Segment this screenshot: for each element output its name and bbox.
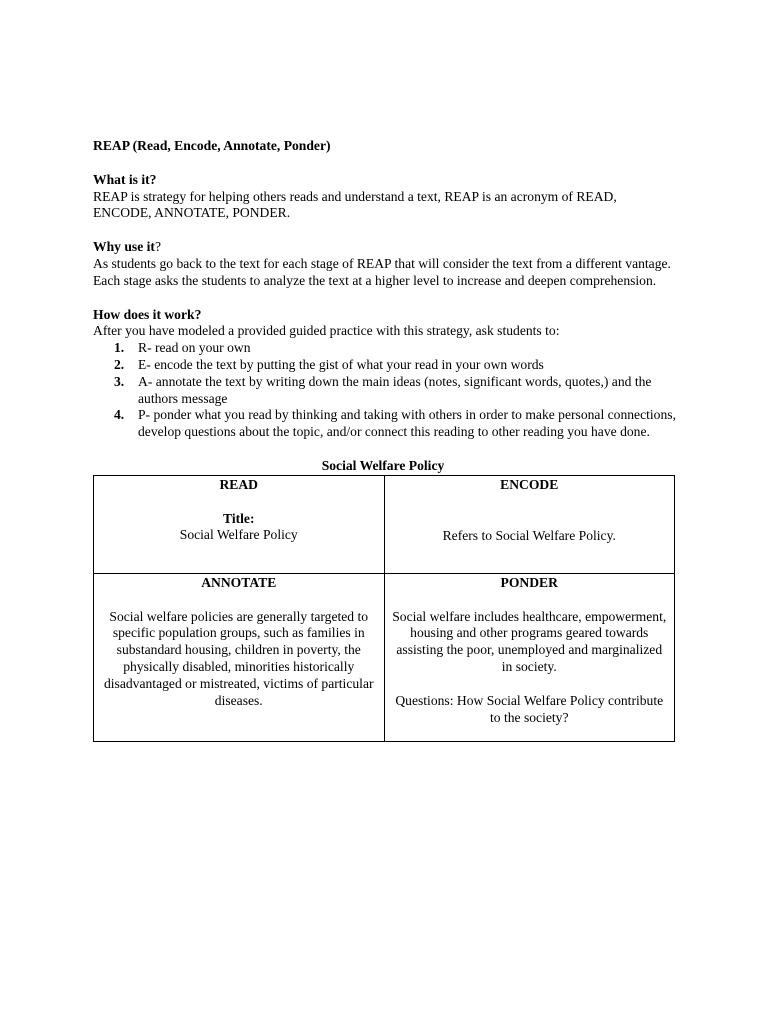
step-text: P- ponder what you read by thinking and taking with others in order to make personal connections, develop questions about the topic, and/or connect this reading to other reading you have done. [138, 407, 676, 440]
encode-body: Refers to Social Welfare Policy. [442, 527, 616, 543]
step-number: 1. [114, 340, 125, 356]
how-intro: After you have modeled a provided guided practice with this strategy, ask students to: [93, 323, 560, 339]
step-number: 4. [114, 407, 125, 423]
why-heading [93, 239, 677, 256]
step-number: 3. [114, 373, 125, 389]
ponder-questions: Questions: How Social Welfare Policy contribute to the society? [395, 692, 664, 725]
annotate-heading: ANNOTATE [201, 574, 277, 590]
table-row [94, 573, 675, 741]
read-heading: READ [219, 476, 259, 492]
encode-heading: ENCODE [500, 476, 559, 492]
ponder-body: Social welfare includes healthcare, empowerment, housing and other programs geared towards assisting the poor, unemployed and marginalized in society. [392, 608, 667, 674]
annotate-body: Social welfare policies are generally targeted to specific population groups, such as families in substandard housing, children in poverty, the physically disabled, minorities historically disadvantaged or mistreated, victims of particular diseases. [103, 608, 374, 708]
reap-table [93, 475, 675, 742]
step-text: E- encode the text by putting the gist of what your read in your own words [138, 356, 544, 372]
step-item [114, 407, 677, 441]
step-item [114, 340, 677, 357]
why-heading-bold: Why use it [93, 239, 155, 255]
steps-list [93, 340, 677, 441]
read-cell [94, 475, 385, 573]
what-heading: What is it? [93, 171, 157, 187]
table-row [94, 475, 675, 573]
ponder-heading: PONDER [500, 574, 558, 590]
annotate-cell [94, 573, 385, 741]
read-title-value: Social Welfare Policy [179, 527, 298, 543]
encode-cell [384, 475, 675, 573]
how-heading: How does it work? [93, 306, 202, 322]
step-item [114, 356, 677, 374]
how-section [93, 307, 677, 441]
document-page [93, 138, 677, 742]
what-body: REAP is strategy for helping others reads and understand a text, REAP is an acronym of READ, ENCODE, ANNOTATE, PONDER. [93, 188, 617, 221]
step-number: 2. [114, 356, 125, 372]
ponder-cell [384, 573, 675, 741]
what-section [93, 172, 677, 222]
step-text: R- read on your own [138, 340, 251, 356]
step-item [114, 373, 677, 408]
read-title-label: Title: [223, 510, 255, 526]
why-heading-tail: ? [154, 239, 161, 255]
document-title: REAP (Read, Encode, Annotate, Ponder) [93, 138, 331, 153]
why-body: As students go back to the text for each stage of REAP that will consider the text from a different vantage. Each stage asks the students to analyze the text at a higher level to increase and deepen comprehension. [93, 255, 671, 288]
table-caption: Social Welfare Policy [321, 457, 445, 473]
why-section [93, 239, 677, 289]
step-text: A- annotate the text by writing down the main ideas (notes, significant words, quotes,) and the authors message [138, 373, 652, 406]
